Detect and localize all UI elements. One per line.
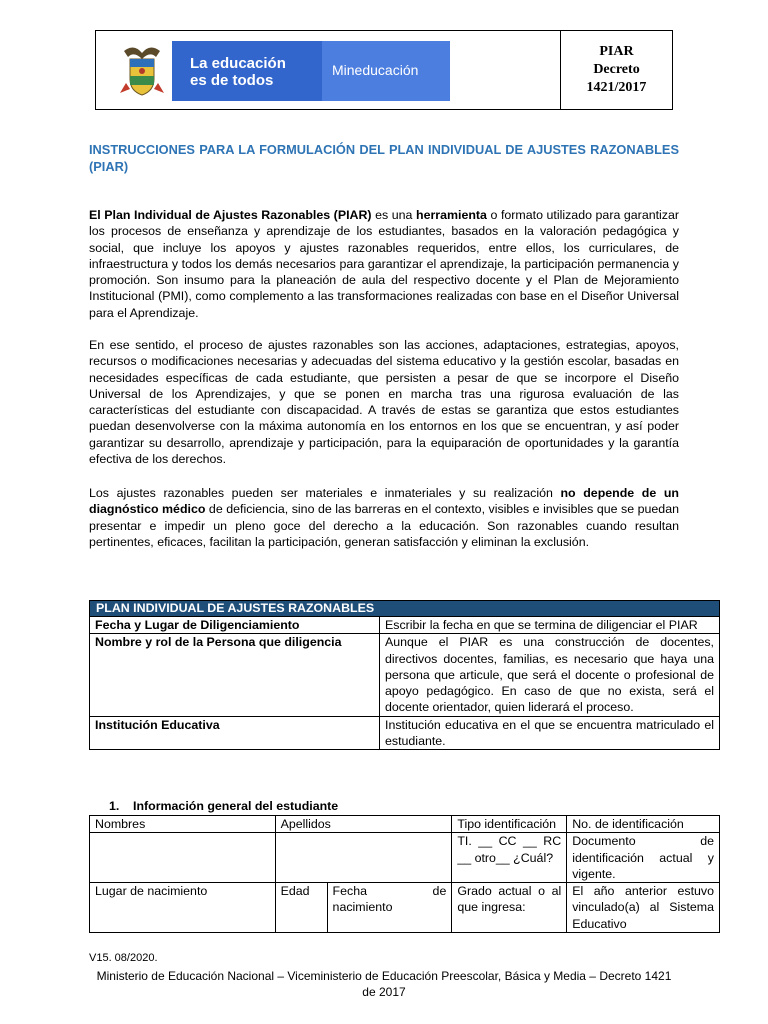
age-header: Edad <box>275 883 327 933</box>
logo-line-1: La educación <box>190 55 286 72</box>
grade-header: Grado actual o al que ingresa: <box>452 883 567 933</box>
section-heading <box>109 799 338 813</box>
surnames-header: Apellidos <box>275 816 452 833</box>
table-row <box>90 833 720 883</box>
piar-name-bold: El Plan Individual de Ajustes Razonables (PIAR) <box>89 208 372 222</box>
row-label: Fecha y Lugar de Diligenciamiento <box>90 617 380 634</box>
logo-ministry <box>322 41 450 101</box>
coat-of-arms-icon <box>116 43 168 99</box>
section-title: Información general del estudiante <box>133 799 339 813</box>
birthdate-header: Fecha de nacimiento <box>327 883 452 933</box>
birthplace-header: Lugar de nacimiento <box>90 883 276 933</box>
surnames-value[interactable] <box>275 833 452 883</box>
version-label: V15. 08/2020. <box>89 952 158 964</box>
id-type-header: Tipo identificación <box>452 816 567 833</box>
row-description: Aunque el PIAR es una construcción de docentes, directivos docentes, familias, es necesario que haya una persona que articule, que será el docente o profesional de apoyo pedagógico. En caso de que no exista, será el docente orientador, quien liderará el proceso. <box>380 634 720 716</box>
ministry-name: Mineducación <box>332 62 419 78</box>
table-row <box>90 617 720 634</box>
p1-text-b: o formato utilizado para garantizar los procesos de enseñanza y aprendizaje de los estudiantes, basados en la valoración pedagógica y social, que incluye los apoyos y ajustes razonables requeridos, entre ellos, los curriculares, de infraestructura y todos los demás necesarios para garantizar el aprendizaje, la participación permanencia y promoción. Son insumo para la planeación de aula del respectivo docente y el Plan de Mejoramiento Institucional (PMI), como complemento a las transformaciones realizadas con base en el Diseñor Universal para el Aprendizaje. <box>89 208 680 320</box>
adjustments-paragraph: En ese sentido, el proceso de ajustes razonables son las acciones, adaptaciones, estrategias, apoyos, recursos o modificaciones necesarias y adecuadas del sistema educativo y la gestión escolar, basadas en necesidades específicas de cada estudiante, que persisten a pesar de que se incorpore el Diseño Universal de los Aprendizajes, y que se ponen en marcha tras una rigurosa evaluación de las características del estudiante con discapacidad. A través de estas se garantiza que estos estudiantes puedan desenvolverse con la máxima autonomía en los entornos en los que se encuentran, y así poder garantizar su desarrollo, aprendizaje y participación, para la equiparación de oportunidades y la garantía efectiva de los derechos. <box>89 338 679 467</box>
table-row <box>90 634 720 716</box>
doc-code: PIAR <box>599 44 634 59</box>
row-label: Institución Educativa <box>90 716 380 750</box>
ministry-logo <box>116 41 430 101</box>
logo-line-2: es de todos <box>190 72 274 89</box>
id-number-value[interactable]: Documento de identificación actual y vigente. <box>567 833 720 883</box>
row-description: Escribir la fecha en que se termina de diligenciar el PIAR <box>380 617 720 634</box>
document-header <box>95 30 673 110</box>
diagnosis-bold: no depende de un diagnóstico médico <box>89 486 679 517</box>
logo-slogan <box>172 41 322 101</box>
page-title: INSTRUCCIONES PARA LA FORMULACIÓN DEL PLAN INDIVIDUAL DE AJUSTES RAZONABLES (PIAR) <box>89 142 679 174</box>
tool-bold: herramienta <box>416 208 487 222</box>
section-number: 1. <box>109 799 120 813</box>
p1-text-a: es una <box>371 208 416 222</box>
decree-label: Decreto <box>593 62 640 77</box>
document-code-box <box>561 31 672 109</box>
row-label: Nombre y rol de la Persona que diligencia <box>90 634 380 716</box>
id-number-header: No. de identificación <box>567 816 720 833</box>
names-header: Nombres <box>90 816 276 833</box>
p3-text-a: Los ajustes razonables pueden ser materiales e inmateriales y su realización <box>89 486 561 500</box>
decree-number: 1421/2017 <box>586 80 647 95</box>
plan-table-header-row <box>90 601 720 617</box>
table-row <box>90 716 720 750</box>
names-value[interactable] <box>90 833 276 883</box>
previous-year-header: El año anterior estuvo vinculado(a) al Sistema Educativo <box>567 883 720 933</box>
student-info-table <box>89 815 720 933</box>
table-row <box>90 883 720 933</box>
row-description: Institución educativa en el que se encuentra matriculado el estudiante. <box>380 716 720 750</box>
intro-paragraph <box>89 207 679 321</box>
reasonable-adjustments-paragraph <box>89 485 679 550</box>
p3-text-b: de deficiencia, sino de las barreras en el contexto, visibles e invisibles que se puedan presentar e impedir un pleno goce del derecho a la educación. Son razonables cuando resultan pertinentes, eficaces, facilitan la participación, generan satisfacción y eliminan la exclusión. <box>89 502 679 549</box>
plan-table-header: PLAN INDIVIDUAL DE AJUSTES RAZONABLES <box>90 601 720 617</box>
table-row <box>90 816 720 833</box>
id-type-options[interactable]: TI. __ CC __ RC __ otro__ ¿Cuál? <box>452 833 567 883</box>
page-footer: Ministerio de Educación Nacional – Viceministerio de Educación Preescolar, Básica y Media – Decreto 1421 de 2017 <box>96 969 672 999</box>
plan-table <box>89 600 720 750</box>
